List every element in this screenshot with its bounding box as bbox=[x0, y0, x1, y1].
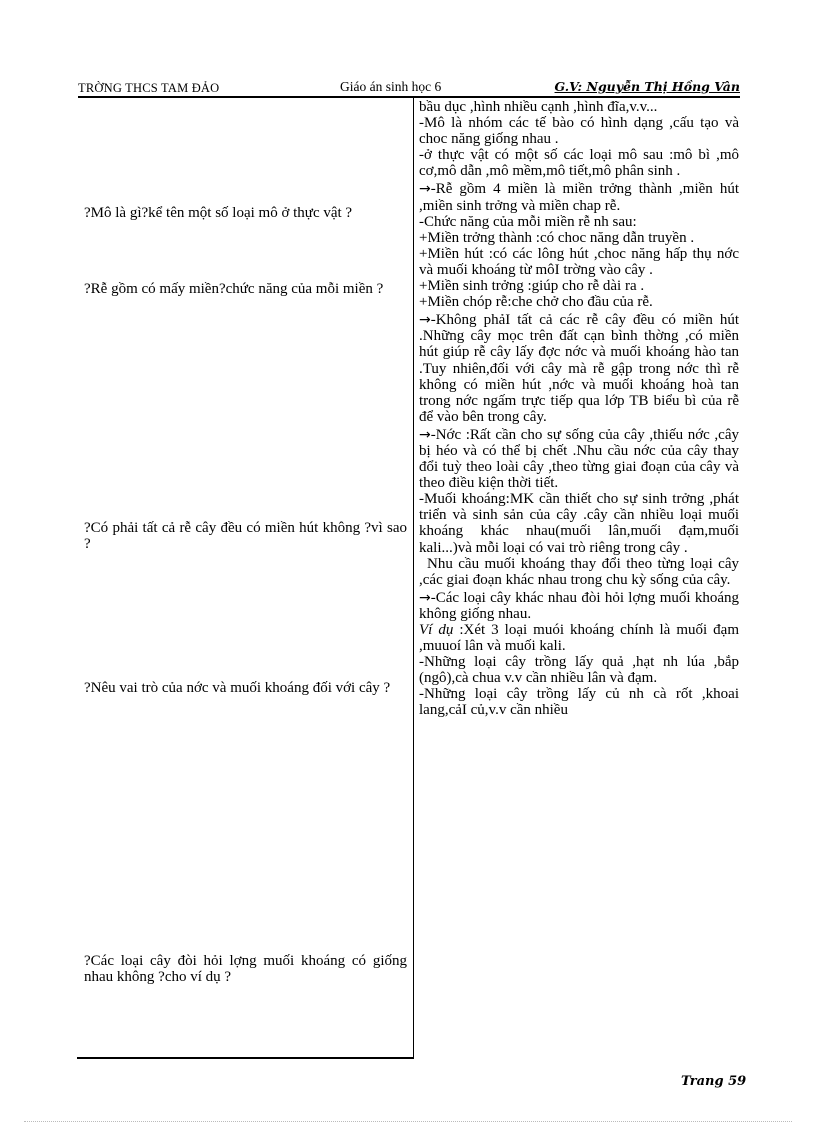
answer-text: +Miền chóp rễ:che chở cho đầu của rễ. bbox=[419, 294, 653, 311]
question-5: ?Các loại cây đòi hỏi lợng muối khoáng có giống nhau không ?cho ví dụ ? bbox=[84, 953, 407, 985]
answer-text: -Những loại cây trồng lấy củ nh cà rốt ,khoai lang,cảI củ,v.v cần nhiều bbox=[419, 686, 739, 719]
bottom-rule bbox=[77, 1057, 414, 1059]
question-3: ?Có phải tất cả rễ cây đều có miền hút không ?vì sao ? bbox=[84, 520, 407, 552]
page-edge bbox=[24, 1121, 792, 1122]
example-label: Ví dụ bbox=[419, 622, 454, 638]
answer-text: +Miền hút :có các lông hút ,choc năng hấp thụ nớc và muối khoáng từ môI trờng vào cây . bbox=[419, 245, 739, 278]
arrow-right-icon: → bbox=[419, 312, 431, 329]
question-4: ?Nêu vai trò của nớc và muối khoáng đối với cây ? bbox=[84, 680, 391, 696]
answer-text: Nhu cầu muối khoáng thay đổi theo từng loại cây ,các giai đoạn khác nhau trong chu kỳ sống của cây. bbox=[419, 555, 739, 588]
answer-text: +Miền trởng thành :có choc năng dẫn truyền . bbox=[419, 229, 695, 246]
answer-block: →-Các loại cây khác nhau đòi hỏi lợng muối khoáng không giống nhau. bbox=[419, 589, 739, 622]
answer-text: -ở thực vật có một số các loại mô sau :mô bì ,mô cơ,mô dẫn ,mô mềm,mô tiết,mô phân sinh . bbox=[419, 147, 739, 180]
question-1: ?Mô là gì?kể tên một số loại mô ở thực vật ? bbox=[84, 205, 353, 221]
column-divider bbox=[413, 97, 414, 1058]
arrow-right-icon: → bbox=[419, 426, 431, 443]
answer-text: +Miền sinh trởng :giúp cho rễ dài ra . bbox=[419, 278, 645, 295]
page-header bbox=[78, 80, 740, 98]
answer-block: →-Không phảI tất cả các rễ cây đều có miền hút .Những cây mọc trên đất cạn bình thờng ,có miền hút giúp rễ cây lấy đợc nớc và muối khoáng hào tan .Tuy nhiên,đối với cây mà rễ gập trong nớc thì rễ không có miền hút ,nớc và muối khoáng hoà tan trong nớc ngấm trực tiếp qua lớp TB biểu bì của rễ để vào bên trong cây. bbox=[419, 312, 739, 425]
school-name: TRỜNG THCS TAM ĐẢO bbox=[78, 81, 220, 95]
answer-block: →-Rễ gồm 4 miền là miền trởng thành ,miền hút ,miền sinh trởng và miền chap rễ. bbox=[419, 181, 739, 214]
subject-title: Giáo án sinh học 6 bbox=[340, 79, 442, 94]
arrow-right-icon: → bbox=[419, 589, 431, 606]
answer-block: →-Nớc :Rất cần cho sự sống của cây ,thiếu nớc ,cây bị héo và có thể bị chết .Nhu cầu nớc của cây thay đổi tuỳ theo loài cây ,theo từng giai đoạn của cây và theo điều kiện thời tiết. bbox=[419, 426, 739, 492]
page-number: Trang 59 bbox=[681, 1074, 747, 1089]
answer-text: -Muối khoáng:MK cần thiết cho sự sinh trởng ,phát triển và sinh sản của cây .cây cần nhiều loại muối khoáng khác nhau(muối lân,muối đạm,muối kali...)và mỗi loại có vai trò riêng trong cây . bbox=[419, 491, 739, 556]
answer-text: bầu dục ,hình nhiều cạnh ,hình đĩa,v.v... bbox=[419, 99, 658, 115]
answers-column bbox=[419, 99, 739, 719]
answer-text: -Những loại cây trồng lấy quả ,hạt nh lúa ,bắp (ngô),cà chua v.v cần nhiều lân và đạm. bbox=[419, 654, 739, 687]
answer-example: Ví dụ :Xét 3 loại muói khoáng chính là muối đạm ,muuoí lân và muối kali. bbox=[419, 622, 739, 655]
teacher-name: G.V: Nguyễn Thị Hồng Vân bbox=[554, 79, 740, 94]
answer-text: -Mô là nhóm các tế bào có hình dạng ,cấu tạo và choc năng giống nhau . bbox=[419, 115, 739, 148]
answer-text: -Chức năng của mỗi miền rễ nh sau: bbox=[419, 213, 637, 230]
arrow-right-icon: → bbox=[419, 181, 431, 198]
question-2: ?Rễ gồm có mấy miền?chức năng của mỗi miền ? bbox=[84, 281, 384, 297]
